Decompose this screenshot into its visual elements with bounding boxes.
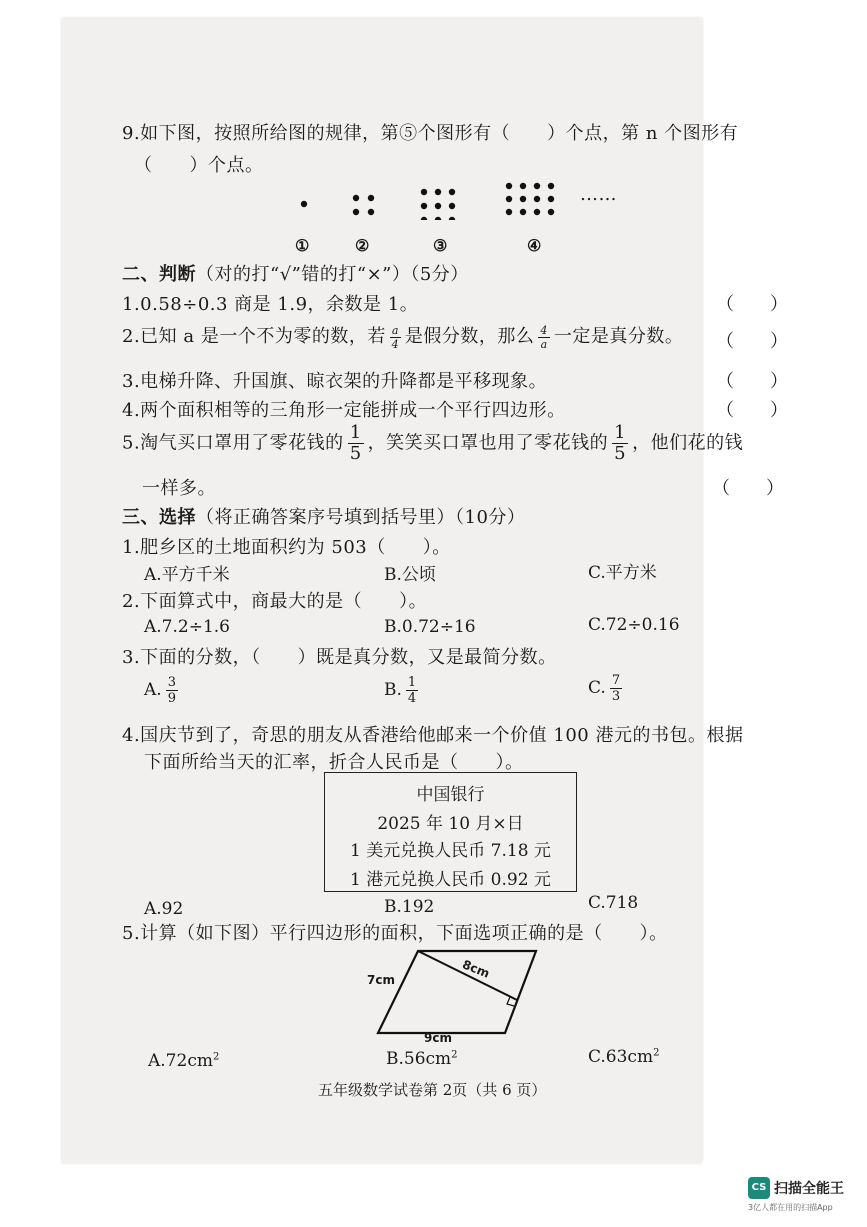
judge-item-1: 1.0.58÷0.3 商是 1.9，余数是 1。	[122, 294, 419, 315]
choice-q1-option-c[interactable]: C.平方米	[588, 563, 657, 583]
choice-q3-option-a[interactable]: A. $\frac{3}{9}$	[144, 675, 176, 706]
figure-label-4: ④	[527, 236, 542, 255]
cs-logo-icon: CS	[748, 1177, 770, 1199]
judge-answer-3[interactable]: （ ）	[716, 371, 788, 392]
fraction-a-over-4: $\frac{a}{4}$	[391, 323, 400, 351]
bank-date: 2025 年 10 月×日	[377, 814, 524, 834]
figure1-dot	[301, 201, 307, 207]
choice-q1-option-b[interactable]: B.公顷	[384, 565, 436, 585]
dot-pattern-figure	[290, 180, 600, 220]
q9-line2: （ ）个点。	[134, 155, 264, 176]
figure-label-2: ②	[355, 236, 370, 255]
fraction-1-over-5-b: $\frac{1}{5}$	[614, 422, 627, 464]
choice-q3-option-b[interactable]: B. $\frac{1}{4}$	[384, 675, 417, 706]
choice-q1-option-a[interactable]: A.平方千米	[144, 565, 230, 585]
choice-q4-option-b[interactable]: B.192	[384, 897, 435, 917]
section2-title: 二、判断	[122, 264, 196, 285]
section3-heading	[122, 503, 525, 529]
choice-q5-option-c[interactable]: $C.63cm^2$	[588, 1047, 660, 1067]
choice-q3-option-c[interactable]: C. $\frac{7}{3}$	[588, 673, 621, 704]
choice-q4-option-a[interactable]: A.92	[144, 899, 184, 919]
bank-name: 中国银行	[416, 785, 485, 805]
section3-note: （将正确答案序号填到括号里）（10分）	[196, 507, 526, 528]
watermark-name: 扫描全能王	[774, 1181, 844, 1197]
judge-item-2: 2.已知 a 是一个不为零的数，若 $\frac{a}{4}$ 是假分数，那么 $\frac{4}{a}$ 一定是真分数。	[122, 323, 684, 351]
judge-answer-1[interactable]: （ ）	[716, 294, 788, 315]
fraction-1-over-5-a: $\frac{1}{5}$	[349, 422, 362, 464]
figure-label-1: ①	[295, 236, 310, 255]
pattern-ellipsis: ……	[580, 184, 617, 205]
choice-q2-option-a[interactable]: A.7.2÷1.6	[144, 617, 230, 637]
height-label: 8cm	[460, 957, 492, 981]
judge-answer-2[interactable]: （ ）	[716, 331, 788, 352]
base-label: 9cm	[424, 1031, 452, 1045]
choice-q2: 2.下面算式中，商最大的是（ ）。	[122, 591, 428, 612]
choice-q5-option-b[interactable]: $B.56cm^2$	[386, 1049, 458, 1069]
section2-heading	[122, 260, 469, 286]
usd-rate: 1 美元兑换人民币 7.18 元	[350, 841, 551, 861]
section3-title: 三、选择	[122, 507, 196, 528]
judge-answer-4[interactable]: （ ）	[716, 400, 788, 421]
side-label: 7cm	[367, 973, 395, 987]
figure2-dots	[353, 195, 374, 215]
section2-note: （对的打“√”错的打“×”）（5分）	[196, 264, 469, 285]
judge-item-5: 5.淘气买口罩用了零花钱的 $\frac{1}{5}$ ，笑笑买口罩也用了零花钱的 $\frac{1}{5}$ ，他们花的钱	[122, 422, 744, 464]
judge-item-3: 3.电梯升降、升国旗、晾衣架的升降都是平移现象。	[122, 371, 548, 392]
judge-answer-5[interactable]: （ ）	[712, 478, 784, 499]
judge-item-5-cont: 一样多。	[142, 478, 216, 499]
hkd-rate: 1 港元兑换人民币 0.92 元	[350, 870, 551, 890]
choice-q2-option-c[interactable]: C.72÷0.16	[588, 615, 680, 635]
fraction-4-over-a: $\frac{4}{a}$	[540, 323, 548, 351]
figure-label-3: ③	[433, 236, 448, 255]
choice-q4-line2: 下面所给当天的汇率，折合人民币是（ ）。	[144, 752, 524, 773]
q9-line1: 9.如下图，按照所给图的规律，第⑤个图形有（ ）个点，第 n 个图形有	[122, 123, 739, 144]
figure4-dots	[506, 183, 554, 220]
judge-item-4: 4.两个面积相等的三角形一定能拼成一个平行四边形。	[122, 400, 566, 421]
watermark-tagline: 3亿人都在用的扫描App	[748, 1203, 833, 1212]
choice-q3: 3.下面的分数，（ ）既是真分数，又是最简分数。	[122, 647, 557, 668]
choice-q2-option-b[interactable]: B.0.72÷16	[384, 617, 476, 637]
choice-q4-option-c[interactable]: C.718	[588, 893, 639, 913]
fraction-1-over-4: $\frac{1}{4}$	[407, 675, 417, 706]
fraction-7-over-3: $\frac{7}{3}$	[611, 673, 621, 704]
parallelogram-figure	[360, 945, 560, 1050]
scanner-watermark	[748, 1175, 860, 1215]
fraction-3-over-9: $\frac{3}{9}$	[167, 675, 176, 706]
choice-q4-line1: 4.国庆节到了，奇思的朋友从香港给他邮来一个价值 100 港元的书包。根据	[122, 725, 744, 746]
choice-q5: 5.计算（如下图）平行四边形的面积，下面选项正确的是（ ）。	[122, 923, 668, 944]
exchange-rate-notice	[324, 772, 577, 892]
choice-q1: 1.肥乡区的土地面积约为 503（ ）。	[122, 537, 451, 558]
page-footer: 五年级数学试卷第 2页（共 6 页）	[318, 1081, 547, 1099]
figure3-dots	[421, 189, 455, 220]
choice-q5-option-a[interactable]: $A.72cm^2$	[148, 1051, 220, 1071]
